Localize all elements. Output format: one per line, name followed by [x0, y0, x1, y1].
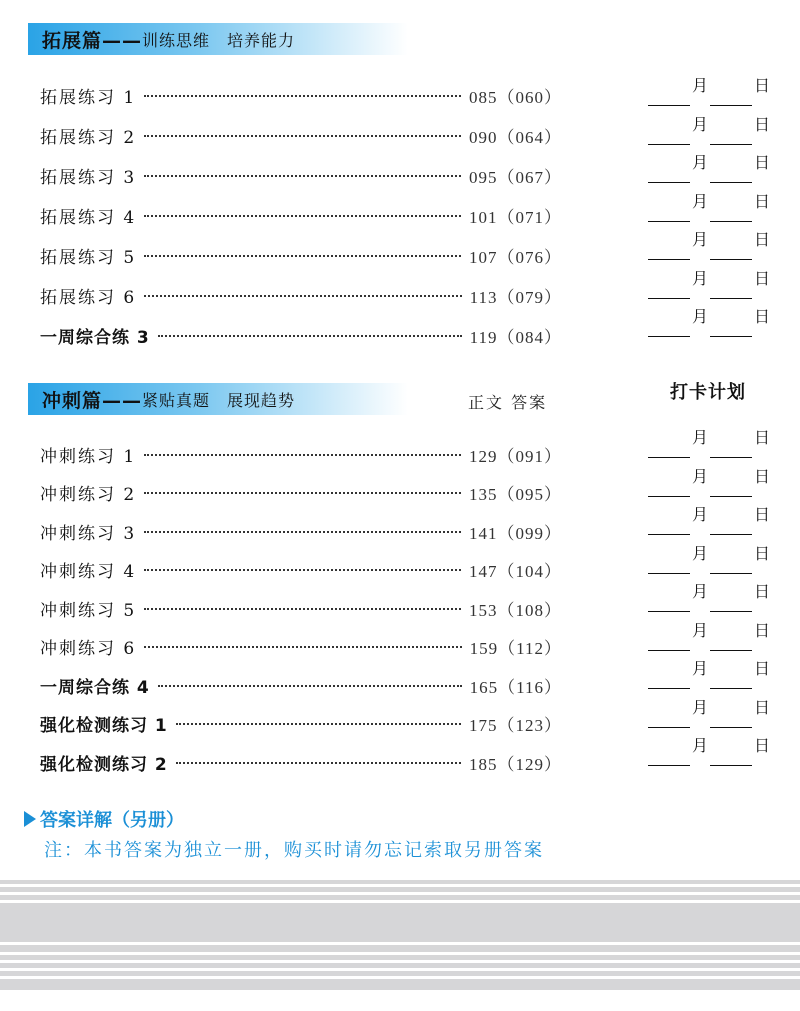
- page-number: 135（095）: [469, 484, 562, 504]
- day-blank[interactable]: [710, 516, 752, 535]
- day-label: 日: [754, 153, 771, 172]
- dot-leader: [144, 454, 461, 456]
- toc-title: 冲刺练习 6: [40, 638, 137, 659]
- checkin-date-field[interactable]: [648, 467, 778, 497]
- month-label: 月: [692, 230, 709, 249]
- page-number: 141（099）: [469, 523, 562, 543]
- toc-title: 拓展练习 5: [40, 247, 137, 268]
- day-label: 日: [754, 269, 771, 288]
- page-number: 175（123）: [469, 715, 562, 735]
- dot-leader: [158, 685, 462, 687]
- toc-title: 冲刺练习 1: [40, 446, 137, 467]
- toc-row: [40, 749, 562, 775]
- day-blank[interactable]: [710, 203, 752, 222]
- month-label: 月: [692, 505, 709, 524]
- month-label: 月: [692, 76, 709, 95]
- toc-row: [40, 441, 562, 467]
- month-blank[interactable]: [648, 670, 690, 689]
- dot-leader: [144, 215, 461, 217]
- month-label: 月: [692, 467, 709, 486]
- page-number: 165（116）: [469, 677, 562, 697]
- dot-leader: [144, 295, 461, 297]
- toc-row: [40, 82, 562, 108]
- day-label: 日: [754, 192, 771, 211]
- day-label: 日: [754, 582, 771, 601]
- toc-row: [40, 242, 562, 268]
- day-label: 日: [754, 115, 771, 134]
- checkin-date-field[interactable]: [648, 736, 778, 766]
- month-blank[interactable]: [648, 241, 690, 260]
- toc-row: [40, 672, 562, 698]
- checkin-date-field[interactable]: [648, 76, 778, 106]
- day-blank[interactable]: [710, 241, 752, 260]
- dot-leader: [158, 335, 462, 337]
- toc-row: [40, 202, 562, 228]
- day-label: 日: [754, 505, 771, 524]
- toc-row: [40, 322, 562, 348]
- page-number: 147（104）: [469, 561, 562, 581]
- month-blank[interactable]: [648, 478, 690, 497]
- day-label: 日: [754, 621, 771, 640]
- page-number: 095（067）: [469, 167, 562, 187]
- toc-row: [40, 162, 562, 188]
- month-blank[interactable]: [648, 747, 690, 766]
- day-blank[interactable]: [710, 670, 752, 689]
- month-blank[interactable]: [648, 318, 690, 337]
- section1-subtitle: 训练思维 培养能力: [142, 30, 296, 50]
- dot-leader: [144, 255, 461, 257]
- checkin-date-field[interactable]: [648, 582, 778, 612]
- month-blank[interactable]: [648, 126, 690, 145]
- page-number: 129（091）: [469, 446, 562, 466]
- month-blank[interactable]: [648, 555, 690, 574]
- day-label: 日: [754, 698, 771, 717]
- triangle-icon: [24, 811, 36, 827]
- toc-row: [40, 595, 562, 621]
- page-number: 107（076）: [469, 247, 562, 267]
- toc-title: 强化检测练习 2: [40, 754, 168, 775]
- dot-leader: [144, 608, 461, 610]
- month-blank[interactable]: [648, 593, 690, 612]
- dot-leader: [144, 531, 461, 533]
- toc-row: [40, 556, 562, 582]
- month-blank[interactable]: [648, 516, 690, 535]
- plan-header: 打卡计划: [670, 382, 746, 403]
- toc-title: 一周综合练 3: [40, 327, 150, 348]
- footer-band: [0, 880, 800, 990]
- day-label: 日: [754, 76, 771, 95]
- day-label: 日: [754, 307, 771, 326]
- month-blank[interactable]: [648, 87, 690, 106]
- checkin-date-field[interactable]: [648, 153, 778, 183]
- page-number: 159（112）: [469, 638, 562, 658]
- month-label: 月: [692, 269, 709, 288]
- dot-leader: [144, 646, 461, 648]
- section2-banner: [28, 383, 408, 415]
- answer-heading-text: 答案详解（另册）: [40, 810, 184, 831]
- day-blank[interactable]: [710, 126, 752, 145]
- day-blank[interactable]: [710, 747, 752, 766]
- toc-row: [40, 633, 562, 659]
- toc-row: [40, 282, 562, 308]
- checkin-date-field[interactable]: [648, 428, 778, 458]
- page-number: 185（129）: [469, 754, 562, 774]
- month-blank[interactable]: [648, 439, 690, 458]
- day-blank[interactable]: [710, 280, 752, 299]
- note-text: 注：本书答案为独立一册，购买时请勿忘记索取另册答案: [44, 840, 544, 861]
- section1-banner: [28, 23, 408, 55]
- checkin-date-field[interactable]: [648, 621, 778, 651]
- toc-title: 冲刺练习 5: [40, 600, 137, 621]
- section2-title: 冲刺篇——: [42, 389, 143, 412]
- dot-leader: [176, 723, 461, 725]
- day-label: 日: [754, 230, 771, 249]
- toc-row: [40, 479, 562, 505]
- checkin-date-field[interactable]: [648, 544, 778, 574]
- dot-leader: [144, 175, 461, 177]
- checkin-date-field[interactable]: [648, 269, 778, 299]
- page-number: 119（084）: [469, 327, 562, 347]
- day-blank[interactable]: [710, 632, 752, 651]
- month-label: 月: [692, 698, 709, 717]
- month-label: 月: [692, 582, 709, 601]
- month-label: 月: [692, 115, 709, 134]
- month-label: 月: [692, 428, 709, 447]
- dot-leader: [144, 569, 461, 571]
- day-label: 日: [754, 428, 771, 447]
- day-blank[interactable]: [710, 164, 752, 183]
- day-blank[interactable]: [710, 709, 752, 728]
- toc-title: 拓展练习 6: [40, 287, 137, 308]
- checkin-date-field[interactable]: [648, 230, 778, 260]
- toc-title: 一周综合练 4: [40, 677, 150, 698]
- month-blank[interactable]: [648, 164, 690, 183]
- month-label: 月: [692, 192, 709, 211]
- month-blank[interactable]: [648, 632, 690, 651]
- dot-leader: [144, 492, 461, 494]
- toc-title: 强化检测练习 1: [40, 715, 168, 736]
- month-blank[interactable]: [648, 280, 690, 299]
- dot-leader: [176, 762, 461, 764]
- toc-title: 冲刺练习 4: [40, 561, 137, 582]
- section1-title: 拓展篇——: [42, 29, 143, 52]
- month-label: 月: [692, 659, 709, 678]
- toc-title: 拓展练习 1: [40, 87, 137, 108]
- page-number: 101（071）: [469, 207, 562, 227]
- section2-subtitle: 紧贴真题 展现趋势: [142, 390, 296, 410]
- toc-title: 冲刺练习 2: [40, 484, 137, 505]
- month-label: 月: [692, 736, 709, 755]
- checkin-date-field[interactable]: [648, 307, 778, 337]
- checkin-date-field[interactable]: [648, 115, 778, 145]
- page-number: 113（079）: [469, 287, 562, 307]
- day-blank[interactable]: [710, 439, 752, 458]
- day-blank[interactable]: [710, 478, 752, 497]
- month-label: 月: [692, 307, 709, 326]
- dot-leader: [144, 95, 461, 97]
- day-label: 日: [754, 544, 771, 563]
- checkin-date-field[interactable]: [648, 698, 778, 728]
- toc-title: 拓展练习 4: [40, 207, 137, 228]
- day-label: 日: [754, 659, 771, 678]
- toc-row: [40, 122, 562, 148]
- dot-leader: [144, 135, 461, 137]
- day-blank[interactable]: [710, 318, 752, 337]
- month-blank[interactable]: [648, 709, 690, 728]
- toc-row: [40, 710, 562, 736]
- day-blank[interactable]: [710, 593, 752, 612]
- day-label: 日: [754, 736, 771, 755]
- month-label: 月: [692, 544, 709, 563]
- checkin-date-field[interactable]: [648, 505, 778, 535]
- toc-row: [40, 518, 562, 544]
- page-number: 085（060）: [469, 87, 562, 107]
- checkin-date-field[interactable]: [648, 192, 778, 222]
- toc-title: 冲刺练习 3: [40, 523, 137, 544]
- page-number: 153（108）: [469, 600, 562, 620]
- toc-title: 拓展练习 3: [40, 167, 137, 188]
- column-header: 正文 答案: [468, 393, 548, 412]
- day-label: 日: [754, 467, 771, 486]
- month-label: 月: [692, 153, 709, 172]
- answer-heading: [24, 806, 184, 832]
- toc-title: 拓展练习 2: [40, 127, 137, 148]
- checkin-date-field[interactable]: [648, 659, 778, 689]
- month-label: 月: [692, 621, 709, 640]
- page-number: 090（064）: [469, 127, 562, 147]
- day-blank[interactable]: [710, 555, 752, 574]
- month-blank[interactable]: [648, 203, 690, 222]
- day-blank[interactable]: [710, 87, 752, 106]
